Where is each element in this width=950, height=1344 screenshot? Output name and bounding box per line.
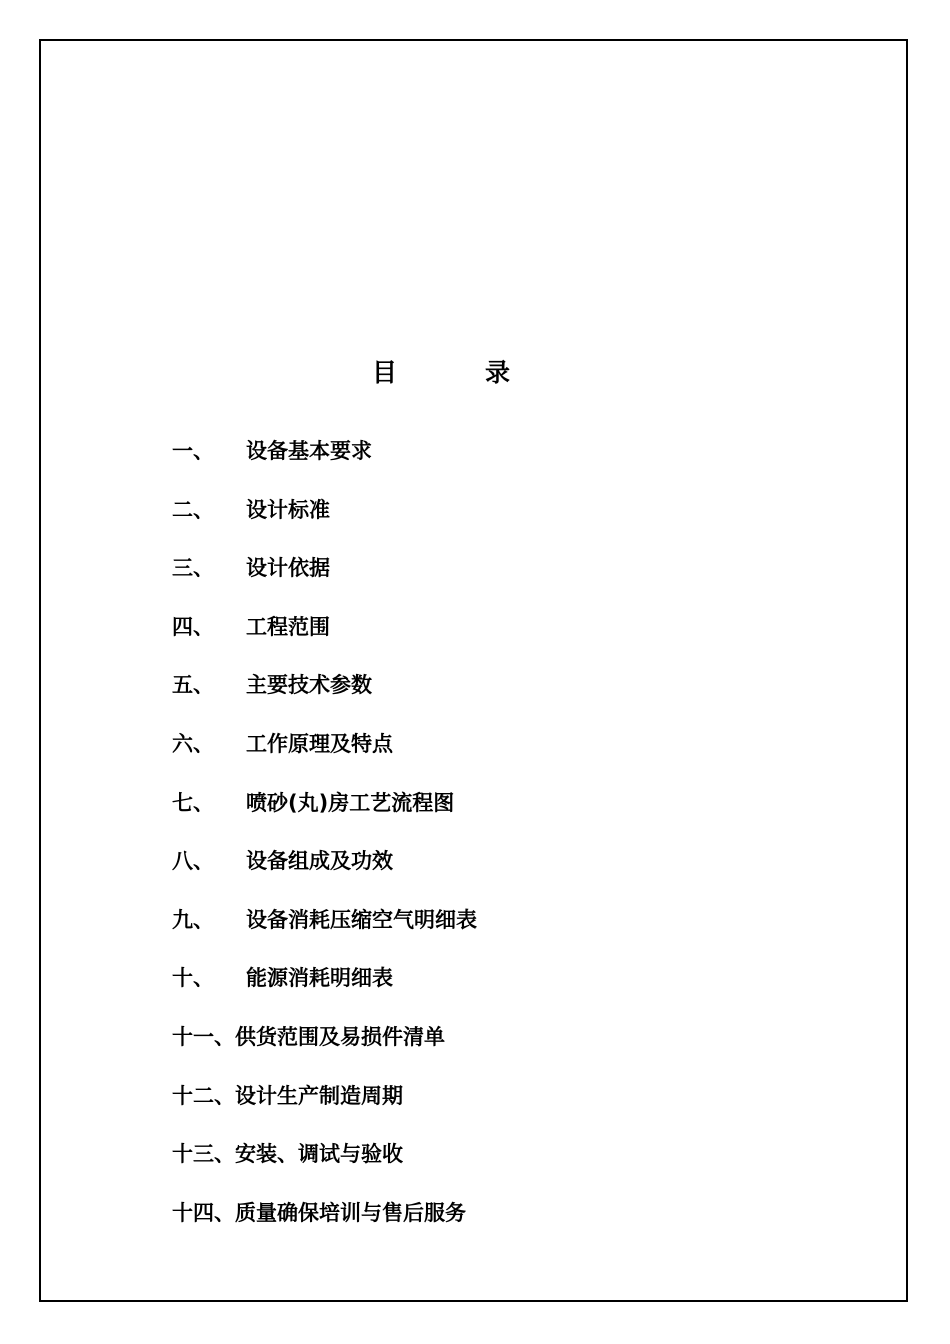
toc-item-number: 十二、 [172,1083,235,1108]
toc-item-text: 设备组成及功效 [246,849,393,874]
toc-title [372,356,510,390]
toc-item-number: 一、 [172,439,214,463]
toc-item-number: 十三、 [172,1142,235,1167]
toc-item[interactable] [172,434,477,493]
toc-item[interactable] [172,1137,477,1196]
toc-item[interactable] [172,786,477,845]
toc-item-number: 二、 [172,497,214,522]
toc-item-text: 设备消耗压缩空气明细表 [246,907,477,932]
toc-item-text: 主要技术参数 [246,673,372,698]
toc-title-char: 目 [372,358,398,387]
toc-item-number: 十四、 [172,1200,235,1225]
toc-item[interactable] [172,903,477,962]
toc-item-text: 供货范围及易损件清单 [235,1024,445,1049]
toc-list [172,434,477,1254]
toc-item-number: 四、 [172,614,214,639]
toc-item-text: 能源消耗明细表 [246,966,393,991]
toc-item[interactable] [172,1020,477,1079]
toc-item-text: 质量确保培训与售后服务 [235,1200,466,1225]
toc-item-text: 工作原理及特点 [246,731,393,756]
toc-item-number: 七、 [172,790,214,815]
toc-item[interactable] [172,493,477,552]
toc-item[interactable] [172,727,477,786]
toc-item-number: 五、 [172,673,214,698]
toc-item-number: 十一、 [172,1024,235,1049]
toc-item[interactable] [172,610,477,669]
toc-title-char: 录 [485,358,511,387]
toc-item[interactable] [172,1079,477,1138]
toc-item-number: 三、 [172,556,214,581]
toc-item-number: 十、 [172,966,214,991]
toc-item[interactable] [172,668,477,727]
toc-item-text: 工程范围 [246,614,330,639]
toc-item-text: 设计生产制造周期 [235,1083,403,1108]
toc-item[interactable] [172,1196,477,1255]
toc-item-number: 六、 [172,731,214,756]
toc-item-text: 设计依据 [246,556,330,581]
toc-item[interactable] [172,551,477,610]
toc-item-number: 九、 [172,907,214,932]
toc-item[interactable] [172,844,477,903]
toc-item-text: 设计标准 [246,497,330,522]
toc-item-text: 喷砂(丸)房工艺流程图 [246,790,455,815]
toc-item-text: 设备基本要求 [246,439,372,463]
toc-item[interactable] [172,961,477,1020]
toc-item-number: 八、 [172,849,214,874]
toc-item-text: 安装、调试与验收 [235,1142,403,1167]
